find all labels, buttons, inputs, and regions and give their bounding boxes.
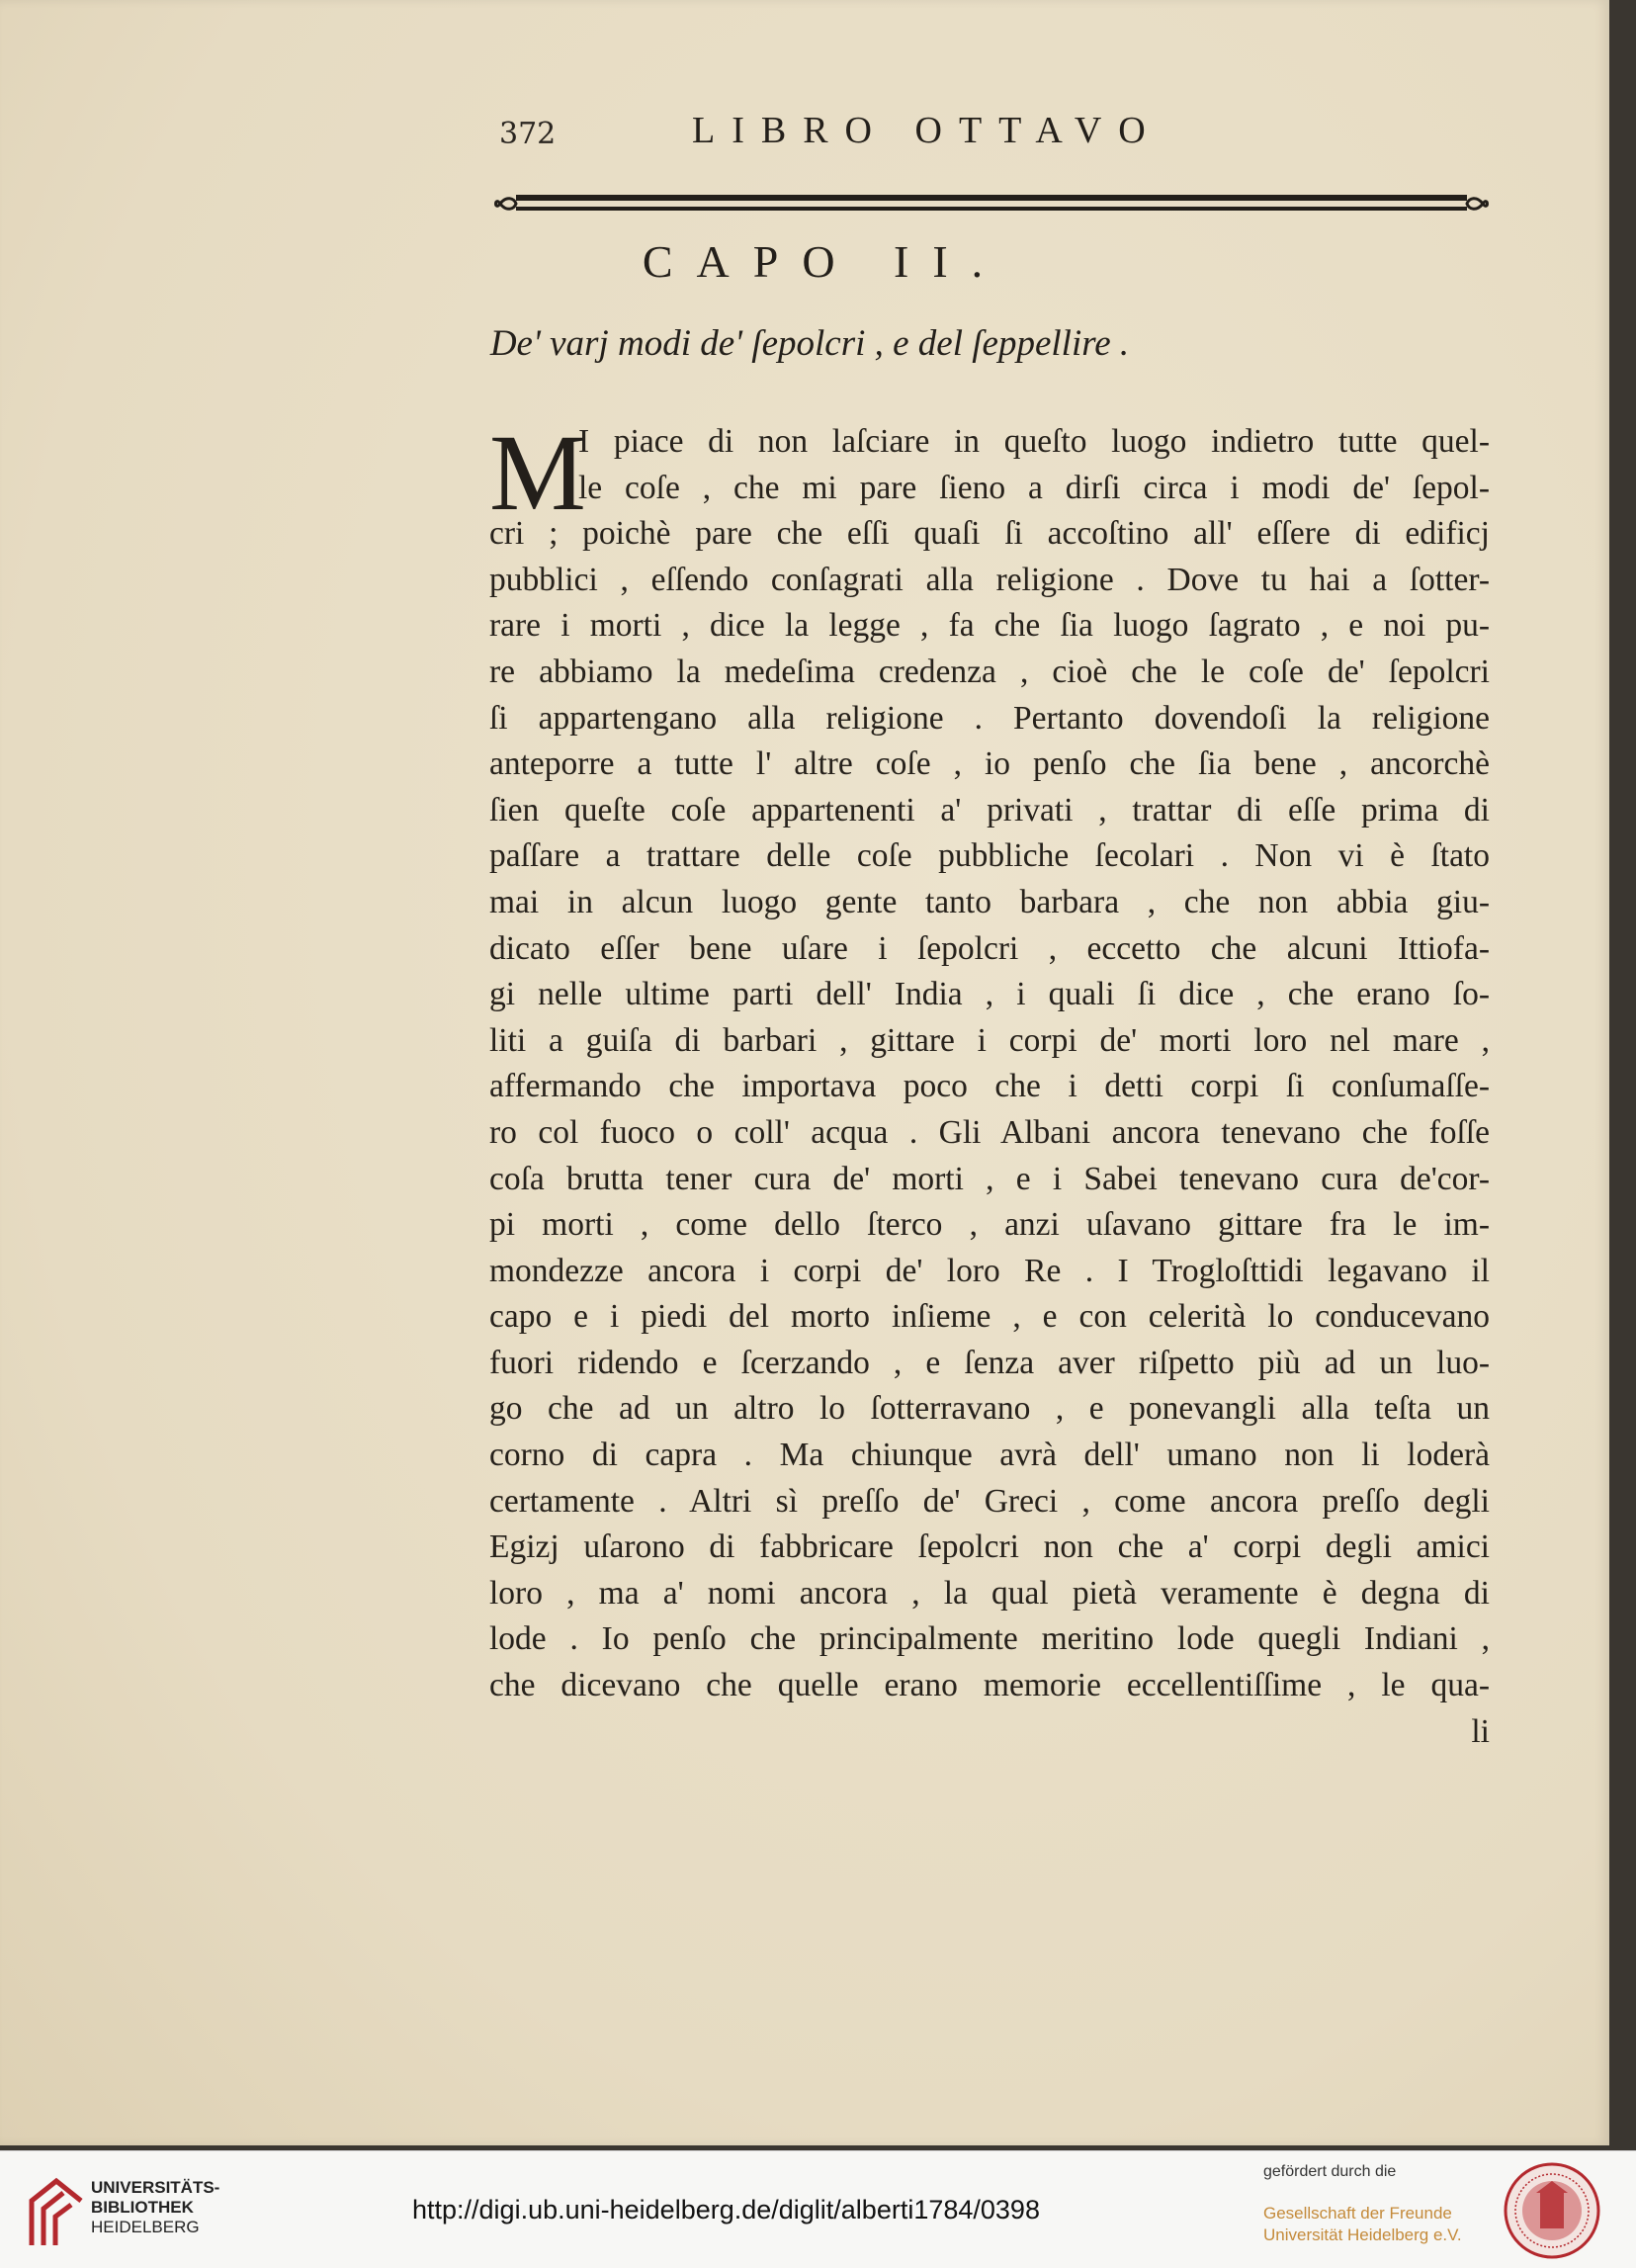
text-line: re abbiamo la medeſima credenza , cioè che le coſe de' ſepolcri	[489, 653, 1490, 690]
text-line: gi nelle ultime parti dell' India , i quali ſi dice , che erano ſo-	[489, 976, 1490, 1013]
viewer-footer	[0, 2150, 1636, 2268]
text-line: affermando che importava poco che i detti corpi ſi conſumaſſe-	[489, 1068, 1490, 1105]
text-line: ſi appartengano alla religione . Pertanto dovendoſi la religione	[489, 699, 1490, 737]
chapter-title: CAPO II.	[642, 236, 1007, 287]
text-line: capo e i piedi del morto inſieme , e con celerità lo conducevano	[489, 1298, 1490, 1336]
running-head: LIBRO OTTAVO	[692, 110, 1162, 151]
page-number: 372	[499, 117, 557, 151]
library-name[interactable]	[91, 2178, 219, 2237]
text-line: ro col fuoco o coll' acqua . Gli Albani ancora tenevano che foſſe	[489, 1113, 1490, 1151]
text-line: Egizj uſarono di fabbricare ſepolcri non che a' corpi degli amici	[489, 1528, 1490, 1566]
text-line: fuori ridendo e ſcerzando , e ſenza aver riſpetto più ad un luo-	[489, 1344, 1490, 1381]
drop-cap: M	[489, 412, 586, 533]
ub-heidelberg-logo-icon[interactable]	[22, 2171, 91, 2250]
text-line: che dicevano che quelle erano memorie eccellentiſſime , le qua-	[489, 1667, 1490, 1704]
body-text	[489, 412, 1490, 1755]
library-line: BIBLIOTHEK	[91, 2198, 194, 2217]
text-line: I piace di non laſciare in queſto luogo indietro tutte quel-	[578, 423, 1490, 460]
text-line: certamente . Altri sì preſſo de' Greci , come ancora preſſo degli	[489, 1482, 1490, 1520]
text-line: anteporre a tutte l' altre coſe , io penſo che ſia bene , ancorchè	[489, 745, 1490, 783]
permalink-url[interactable]: http://digi.ub.uni-heidelberg.de/diglit/alberti1784/0398	[412, 2195, 1040, 2224]
library-line: HEIDELBERG	[91, 2218, 200, 2236]
catchword: li	[1471, 1712, 1490, 1750]
sponsor-name[interactable]	[1263, 2203, 1462, 2246]
text-line: go che ad un altro lo ſotterravano , e ponevangli alla teſta un	[489, 1390, 1490, 1428]
text-line: le coſe , che mi pare ſieno a dirſi circa i modi de' ſepol-	[578, 469, 1490, 506]
sponsor-label: gefördert durch die	[1263, 2163, 1397, 2180]
text-line: ſien queſte coſe appartenenti a' privati , trattar di eſſe prima di	[489, 791, 1490, 829]
sponsor-line: Gesellschaft der Freunde	[1263, 2204, 1452, 2223]
text-line: pubblici , eſſendo conſagrati alla religione . Dove tu hai a ſotter-	[489, 561, 1490, 598]
page-header	[499, 109, 1290, 158]
text-line: rare i morti , dice la legge , fa che ſia luogo ſagrato , e noi pu-	[489, 607, 1490, 645]
text-line: mondezze ancora i corpi de' loro Re . I Trogloſttidi legavano il	[489, 1252, 1490, 1289]
sponsor-line: Universität Heidelberg e.V.	[1263, 2225, 1462, 2244]
ornamental-rule	[492, 184, 1491, 223]
text-line: mai in alcun luogo gente tanto barbara , che non abbia giu-	[489, 883, 1490, 920]
text-line: paſſare a trattare delle coſe pubbliche ſecolari . Non vi è ſtato	[489, 837, 1490, 875]
text-line: pi morti , come dello ſterco , anzi uſavano gittare fra le im-	[489, 1206, 1490, 1244]
university-seal-icon[interactable]	[1503, 2161, 1601, 2260]
text-line: cri ; poichè pare che eſſi quaſi ſi accoſtino all' eſſere di edificj	[489, 515, 1490, 553]
text-line: liti a guiſa di barbari , gittare i corpi de' morti loro nel mare ,	[489, 1021, 1490, 1059]
text-line: corno di capra . Ma chiunque avrà dell' umano non li loderà	[489, 1437, 1490, 1474]
text-line: loro , ma a' nomi ancora , la qual pietà veramente è degna di	[489, 1574, 1490, 1612]
chapter-subtitle: De' varj modi de' ſepolcri , e del ſeppellire .	[489, 323, 1130, 364]
library-line: UNIVERSITÄTS-	[91, 2178, 220, 2197]
text-line: coſa brutta tener cura de' morti , e i Sabei tenevano cura de'cor-	[489, 1160, 1490, 1197]
text-line: lode . Io penſo che principalmente meritino lode quegli Indiani ,	[489, 1620, 1490, 1658]
text-line: dicato eſſer bene uſare i ſepolcri , eccetto che alcuni Ittiofa-	[489, 929, 1490, 967]
